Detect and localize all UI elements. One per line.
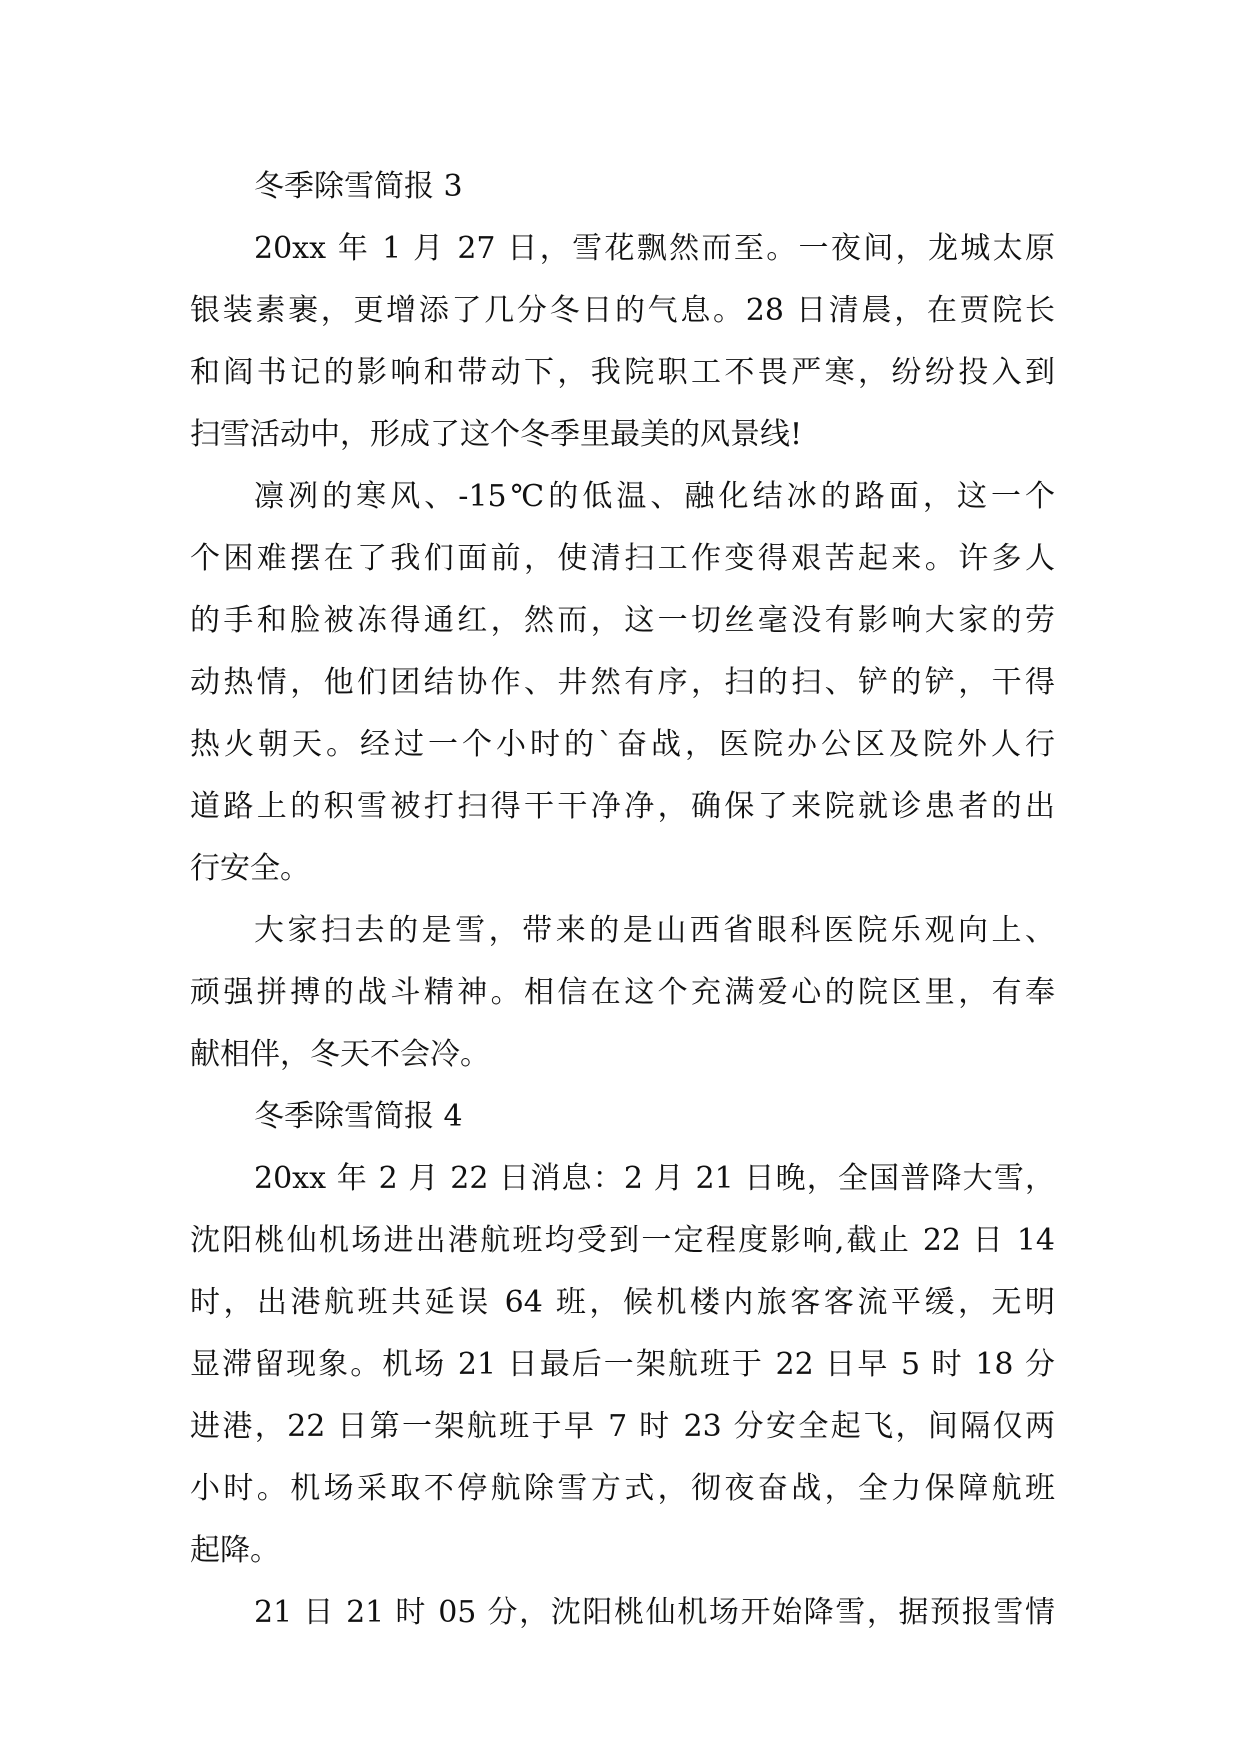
document-body [190,156,1060,1644]
text-line: 和阎书记的影响和带动下，我院职工不畏严寒，纷纷投入到 [190,355,1055,390]
text-line: 献相伴，冬天不会冷。 [190,1037,490,1072]
text-line: 个困难摆在了我们面前，使清扫工作变得艰苦起来。许多人 [190,541,1055,576]
text-line: 的手和脸被冻得通红，然而，这一切丝毫没有影响大家的劳 [190,603,1055,638]
text-line: 时，出港航班共延误 64 班，候机楼内旅客客流平缓，无明 [190,1285,1055,1320]
text-line: 大家扫去的是雪，带来的是山西省眼科医院乐观向上、 [254,913,1055,948]
text-line: 沈阳桃仙机场进出港航班均受到一定程度影响,截止 22 日 14 [190,1223,1055,1258]
text-line: 扫雪活动中，形成了这个冬季里最美的风景线! [190,417,803,452]
text-line: 银装素裹，更增添了几分冬日的气息。28 日清晨，在贾院长 [190,293,1055,328]
text-line: 起降。 [190,1533,280,1568]
text-line: 显滞留现象。机场 21 日最后一架航班于 22 日早 5 时 18 分 [190,1347,1055,1382]
text-line: 小时。机场采取不停航除雪方式，彻夜奋战，全力保障航班 [190,1471,1055,1506]
text-line: 顽强拼搏的战斗精神。相信在这个充满爱心的院区里，有奉 [190,975,1055,1010]
text-line: 冬季除雪简报 4 [254,1099,463,1134]
text-line: 行安全。 [190,851,310,886]
text-line: 21 日 21 时 05 分，沈阳桃仙机场开始降雪，据预报雪情 [254,1595,1055,1630]
text-line: 道路上的积雪被打扫得干干净净，确保了来院就诊患者的出 [190,789,1055,824]
text-line: 进港，22 日第一架航班于早 7 时 23 分安全起飞，间隔仅两 [190,1409,1055,1444]
text-line: 动热情，他们团结协作、井然有序，扫的扫、铲的铲，干得 [190,665,1055,700]
text-line: 20xx 年 1 月 27 日，雪花飘然而至。一夜间，龙城太原 [254,231,1055,266]
text-line: 凛冽的寒风、-15℃的低温、融化结冰的路面，这一个 [254,479,1055,514]
text-line: 20xx 年 2 月 22 日消息：2 月 21 日晚，全国普降大雪， [254,1161,1055,1196]
text-line: 热火朝天。经过一个小时的`奋战，医院办公区及院外人行 [190,727,1055,762]
text-line: 冬季除雪简报 3 [254,169,463,204]
